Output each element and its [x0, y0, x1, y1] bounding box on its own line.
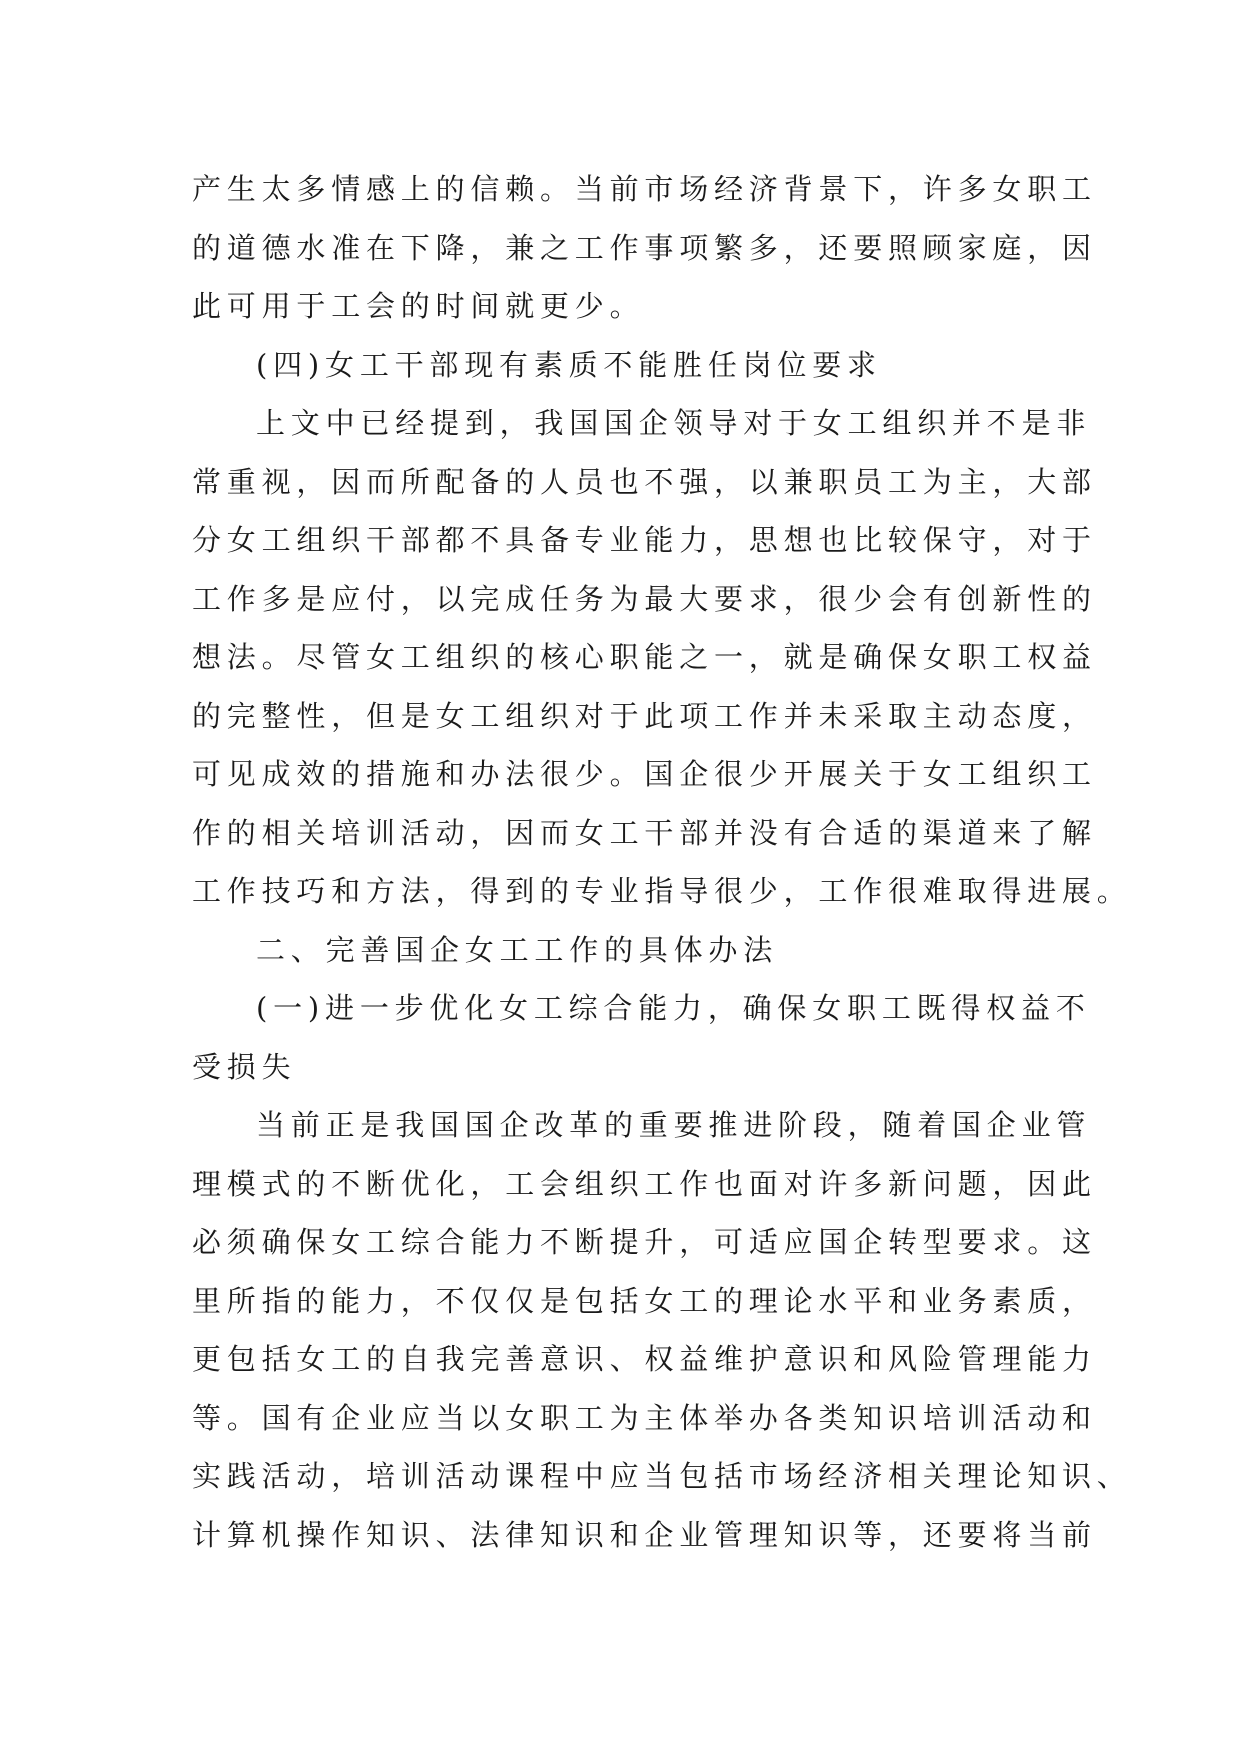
text-line: (四)女工干部现有素质不能胜任岗位要求: [256, 347, 882, 382]
text-line: 可见成效的措施和办法很少。国企很少开展关于女工组织工: [192, 757, 1097, 791]
document-body: [192, 160, 1132, 1564]
text-line: 作的相关培训活动，因而女工干部并没有合适的渠道来了解: [192, 815, 1097, 850]
text-line: 实践活动，培训活动课程中应当包括市场经济相关理论知识、: [192, 1459, 1132, 1493]
text-line: 工作多是应付，以完成任务为最大要求，很少会有创新性的: [192, 581, 1097, 616]
text-line: 理模式的不断优化，工会组织工作也面对许多新问题，因此: [192, 1166, 1097, 1201]
text-line: 想法。尽管女工组织的核心职能之一，就是确保女职工权益: [192, 640, 1097, 674]
text-line: (一)进一步优化女工综合能力，确保女职工既得权益不: [256, 991, 1091, 1025]
text-line: 的道德水准在下降，兼之工作事项繁多，还要照顾家庭，因: [192, 230, 1097, 265]
text-line: 的完整性，但是女工组织对于此项工作并未采取主动态度，: [192, 698, 1097, 733]
text-line: 分女工组织干部都不具备专业能力，思想也比较保守，对于: [192, 523, 1097, 557]
text-line: 等。国有企业应当以女职工为主体举办各类知识培训活动和: [192, 1400, 1097, 1435]
text-line: 此可用于工会的时间就更少。: [192, 289, 645, 323]
text-line: 更包括女工的自我完善意识、权益维护意识和风险管理能力: [192, 1342, 1097, 1376]
text-line: 产生太多情感上的信赖。当前市场经济背景下，许多女职工: [192, 172, 1097, 206]
text-line: 常重视，因而所配备的人员也不强，以兼职员工为主，大部: [192, 464, 1097, 499]
text-line: 受损失: [192, 1049, 297, 1084]
text-line: 上文中已经提到，我国国企领导对于女工组织并不是非: [256, 406, 1092, 440]
text-line: 二、完善国企女工工作的具体办法: [256, 932, 779, 967]
text-line: 必须确保女工综合能力不断提升，可适应国企转型要求。这: [192, 1225, 1097, 1259]
text-line: 计算机操作知识、法律知识和企业管理知识等，还要将当前: [192, 1517, 1097, 1552]
text-line: 里所指的能力，不仅仅是包括女工的理论水平和业务素质，: [192, 1283, 1097, 1318]
text-line: 工作技巧和方法，得到的专业指导很少，工作很难取得进展。: [192, 874, 1132, 908]
text-line: 当前正是我国国企改革的重要推进阶段，随着国企业管: [256, 1108, 1092, 1142]
